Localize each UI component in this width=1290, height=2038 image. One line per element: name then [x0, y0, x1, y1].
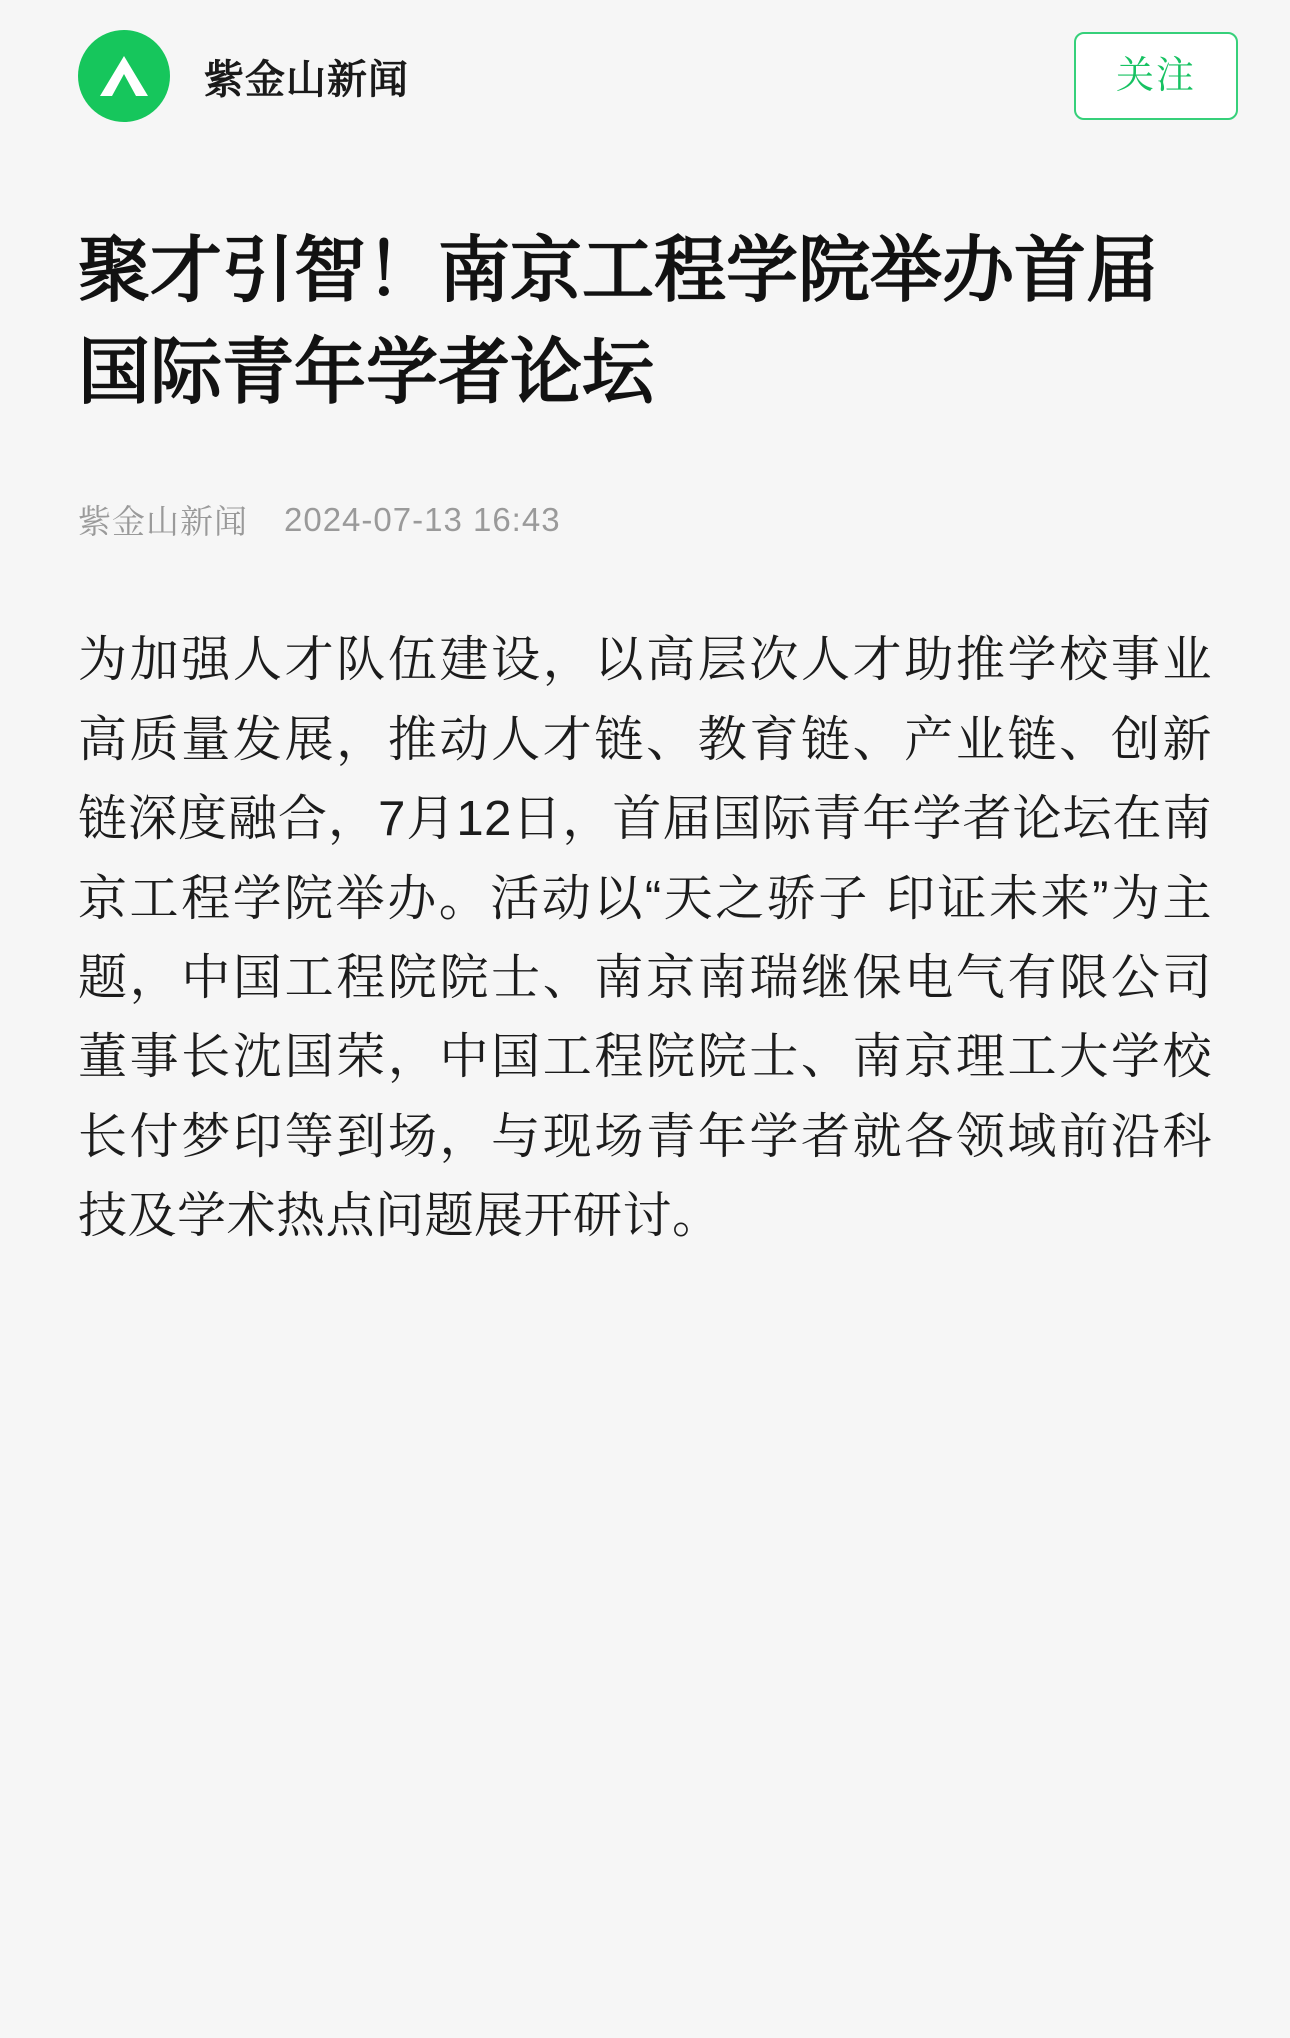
account-name[interactable]: 紫金山新闻	[204, 57, 409, 102]
article-meta	[78, 496, 1212, 543]
avatar[interactable]	[78, 30, 170, 122]
article-timestamp: 2024-07-13 16:43	[284, 500, 561, 538]
article-source: 紫金山新闻	[78, 503, 248, 541]
follow-button[interactable]: 关注	[1074, 32, 1238, 120]
article-content	[0, 220, 1290, 1256]
mountain-logo-icon	[96, 54, 152, 98]
publisher-header	[0, 0, 1290, 148]
page-title: 聚才引智！南京工程学院举办首届国际青年学者论坛	[78, 231, 1159, 414]
article-body-paragraph: 为加强人才队伍建设，以高层次人才助推学校事业高质量发展，推动人才链、教育链、产业链、创新链深度融合，7月12日，首届国际青年学者论坛在南京工程学院举办。活动以“天之骄子 印证未来”为主题，中国工程院院士、南京南瑞继保电气有限公司董事长沈国荣，中国工程院院士、南京理工大学校长付梦印等到场，与现场青年学者就各领域前沿科技及学术热点问题展开研讨。	[78, 633, 1212, 1244]
